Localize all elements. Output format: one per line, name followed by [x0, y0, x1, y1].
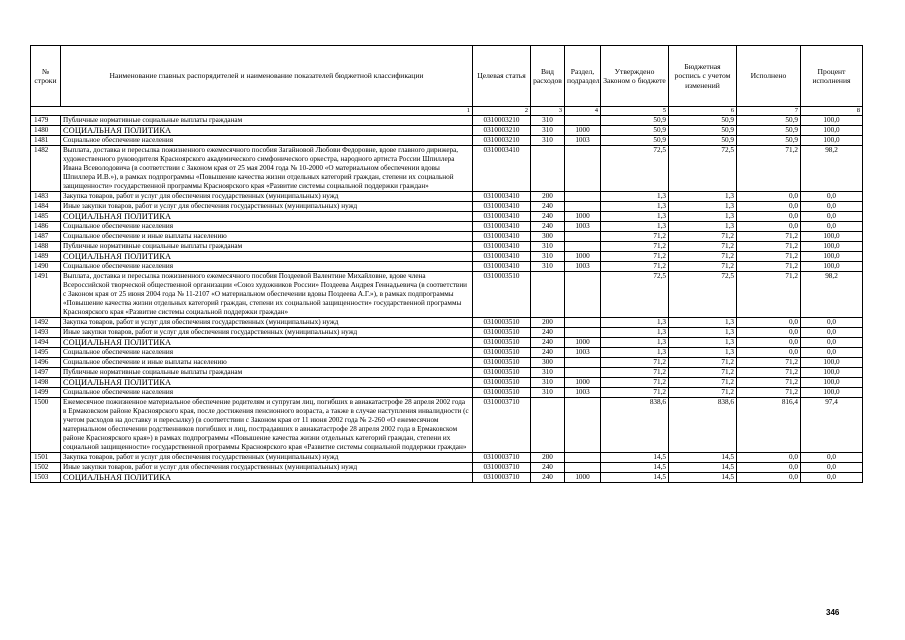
planned-amount: 1,3: [669, 192, 737, 202]
row-name: Иные закупки товаров, работ и услуг для обеспечения государственных (муниципальных) нужд: [61, 463, 473, 473]
execution-percent: 100,0: [801, 368, 863, 378]
executed-amount: 0,0: [737, 328, 801, 338]
section-code: 1003: [565, 222, 601, 232]
table-row: [31, 146, 863, 192]
planned-amount: 71,2: [669, 368, 737, 378]
row-name: Выплата, доставка и пересылка пожизненного ежемесячного пособия Загайновой Любови Федоровне, вдове главного дирижера, художественного руководителя Красноярского академического симфонического оркестра, народного артиста России Шпиллера Ивана Всеволодовича (в соответствии с Законом края от 25 мая 2004 года № 10-2000 «О материальном обеспечении вдовы Шпиллера И.В.»), в рамках подпрограммы «Повышение качества жизни отдельных категорий граждан, степени их социальной защищенности» государственной программы Красноярского края «Развитие системы социальной поддержки граждан»: [61, 146, 473, 192]
approved-amount: 50,9: [601, 136, 669, 146]
header-planned: Бюджетная роспись с учетом изменений: [669, 46, 737, 107]
executed-amount: 71,2: [737, 378, 801, 388]
approved-amount: 71,2: [601, 232, 669, 242]
planned-amount: 50,9: [669, 126, 737, 136]
row-name: Закупка товаров, работ и услуг для обеспечения государственных (муниципальных) нужд: [61, 318, 473, 328]
section-code: [565, 463, 601, 473]
target-item: 0310003410: [473, 192, 531, 202]
approved-amount: 72,5: [601, 146, 669, 192]
line-number: 1491: [31, 272, 61, 318]
approved-amount: 14,5: [601, 453, 669, 463]
line-number: 1482: [31, 146, 61, 192]
executed-amount: 71,2: [737, 232, 801, 242]
approved-amount: 71,2: [601, 242, 669, 252]
section-code: 1000: [565, 212, 601, 222]
line-number: 1495: [31, 348, 61, 358]
line-number: 1493: [31, 328, 61, 338]
row-name: Ежемесячное пожизненное материальное обеспечение родителям и супругам лиц, погибших в авиакатастрофе 28 апреля 2002 года в Ермаковском районе Красноярского края, после достижения пенсионного возраста, а также в случае наступления инвалидности (с учетом расходов на доставку и пересылку) (в соответствии с Законом края от 11 июня 2002 года № 2-260 «О ежемесячном материальном обеспечении родственников погибших и лиц, пострадавших в авиакатастрофе 28 апреля 2002 года в Ермаковском районе Красноярского края») в рамках подпрограммы «Повышение качества жизни отдельных категорий граждан, степени их социальной защищенности» государственной программы Красноярского края «Развитие системы социальной поддержки граждан»: [61, 398, 473, 453]
target-item: 0310003210: [473, 126, 531, 136]
section-code: [565, 232, 601, 242]
line-number: 1503: [31, 473, 61, 483]
approved-amount: 1,3: [601, 348, 669, 358]
approved-amount: 50,9: [601, 126, 669, 136]
executed-amount: 50,9: [737, 136, 801, 146]
expense-type: 240: [531, 328, 565, 338]
row-name: Социальное обеспечение населения: [61, 388, 473, 398]
planned-amount: 72,5: [669, 272, 737, 318]
executed-amount: 71,2: [737, 262, 801, 272]
row-name: Публичные нормативные социальные выплаты гражданам: [61, 242, 473, 252]
column-number: 4: [565, 107, 601, 116]
planned-amount: 14,5: [669, 473, 737, 483]
expense-type: 200: [531, 318, 565, 328]
execution-percent: 0,0: [801, 338, 863, 348]
planned-amount: 71,2: [669, 252, 737, 262]
table-row: [31, 262, 863, 272]
target-item: 0310003410: [473, 222, 531, 232]
header-section: Раздел, подраздел: [565, 46, 601, 107]
table-row: [31, 116, 863, 126]
table-row: [31, 388, 863, 398]
table-row: [31, 212, 863, 222]
line-number: 1498: [31, 378, 61, 388]
table-row: [31, 136, 863, 146]
expense-type: 240: [531, 463, 565, 473]
executed-amount: 0,0: [737, 453, 801, 463]
column-number-row: [31, 107, 863, 116]
table-row: [31, 126, 863, 136]
section-code: [565, 146, 601, 192]
approved-amount: 1,3: [601, 192, 669, 202]
approved-amount: 71,2: [601, 252, 669, 262]
section-code: [565, 318, 601, 328]
expense-type: 200: [531, 192, 565, 202]
section-code: [565, 192, 601, 202]
line-number: 1488: [31, 242, 61, 252]
approved-amount: 1,3: [601, 212, 669, 222]
planned-amount: 71,2: [669, 242, 737, 252]
planned-amount: 50,9: [669, 116, 737, 126]
expense-type: [531, 398, 565, 453]
row-name: СОЦИАЛЬНАЯ ПОЛИТИКА: [61, 473, 473, 483]
execution-percent: 0,0: [801, 212, 863, 222]
target-item: 0310003510: [473, 272, 531, 318]
target-item: 0310003510: [473, 388, 531, 398]
target-item: 0310003410: [473, 232, 531, 242]
execution-percent: 100,0: [801, 136, 863, 146]
table-row: [31, 318, 863, 328]
line-number: 1486: [31, 222, 61, 232]
expense-type: 310: [531, 252, 565, 262]
execution-percent: 100,0: [801, 126, 863, 136]
expense-type: [531, 272, 565, 318]
execution-percent: 0,0: [801, 202, 863, 212]
expense-type: 240: [531, 222, 565, 232]
approved-amount: 50,9: [601, 116, 669, 126]
executed-amount: 71,2: [737, 388, 801, 398]
table-row: [31, 272, 863, 318]
expense-type: 310: [531, 116, 565, 126]
section-code: [565, 242, 601, 252]
expense-type: [531, 146, 565, 192]
planned-amount: 1,3: [669, 328, 737, 338]
executed-amount: 50,9: [737, 116, 801, 126]
planned-amount: 14,5: [669, 463, 737, 473]
line-number: 1484: [31, 202, 61, 212]
planned-amount: 71,2: [669, 378, 737, 388]
planned-amount: 1,3: [669, 348, 737, 358]
expense-type: 310: [531, 378, 565, 388]
table-row: [31, 358, 863, 368]
header-line-number: № строки: [31, 46, 61, 107]
row-name: Социальное обеспечение и иные выплаты населению: [61, 358, 473, 368]
executed-amount: 71,2: [737, 252, 801, 262]
row-name: Выплата, доставка и пересылка пожизненного ежемесячного пособия Поздеевой Валентине Михайловне, вдове члена Всероссийской творческой общественной организации «Союз художников России» Поздеева Андрея Геннадьевича (в соответствии с Законом края от 25 июня 2004 года № 11-2107 «О материальном обеспечении вдовы Поздеева А.Г.»), в рамках подпрограммы «Повышение качества жизни отдельных категорий граждан, степени их социальной защищенности» государственной программы Красноярского края «Развитие системы социальной поддержки граждан»: [61, 272, 473, 318]
approved-amount: 1,3: [601, 318, 669, 328]
table-row: [31, 202, 863, 212]
target-item: 0310003510: [473, 358, 531, 368]
execution-percent: 98,2: [801, 146, 863, 192]
approved-amount: 71,2: [601, 378, 669, 388]
section-code: 1003: [565, 348, 601, 358]
table-body: [31, 116, 863, 483]
section-code: 1003: [565, 388, 601, 398]
table-row: [31, 242, 863, 252]
line-number: 1496: [31, 358, 61, 368]
executed-amount: 0,0: [737, 192, 801, 202]
planned-amount: 1,3: [669, 202, 737, 212]
row-name: СОЦИАЛЬНАЯ ПОЛИТИКА: [61, 252, 473, 262]
table-row: [31, 348, 863, 358]
executed-amount: 0,0: [737, 212, 801, 222]
execution-percent: 0,0: [801, 348, 863, 358]
target-item: 0310003510: [473, 318, 531, 328]
expense-type: 310: [531, 242, 565, 252]
line-number: 1494: [31, 338, 61, 348]
executed-amount: 71,2: [737, 272, 801, 318]
approved-amount: 838,6: [601, 398, 669, 453]
header-percent: Процент исполнения: [801, 46, 863, 107]
target-item: 0310003510: [473, 328, 531, 338]
line-number: 1481: [31, 136, 61, 146]
approved-amount: 71,2: [601, 368, 669, 378]
execution-percent: 100,0: [801, 252, 863, 262]
table-row: [31, 378, 863, 388]
target-item: 0310003410: [473, 252, 531, 262]
execution-percent: 100,0: [801, 116, 863, 126]
section-code: 1000: [565, 252, 601, 262]
line-number: 1489: [31, 252, 61, 262]
target-item: 0310003510: [473, 368, 531, 378]
table-row: [31, 473, 863, 483]
line-number: 1500: [31, 398, 61, 453]
target-item: 0310003410: [473, 212, 531, 222]
expense-type: 240: [531, 348, 565, 358]
section-code: 1003: [565, 262, 601, 272]
table-row: [31, 368, 863, 378]
executed-amount: 71,2: [737, 146, 801, 192]
execution-percent: 100,0: [801, 388, 863, 398]
expense-type: 310: [531, 136, 565, 146]
target-item: 0310003410: [473, 262, 531, 272]
expense-type: 300: [531, 232, 565, 242]
expense-type: 240: [531, 473, 565, 483]
section-code: 1000: [565, 126, 601, 136]
planned-amount: 71,2: [669, 358, 737, 368]
execution-percent: 100,0: [801, 358, 863, 368]
row-name: Социальное обеспечение населения: [61, 262, 473, 272]
approved-amount: 72,5: [601, 272, 669, 318]
section-code: [565, 368, 601, 378]
approved-amount: 1,3: [601, 202, 669, 212]
execution-percent: 100,0: [801, 262, 863, 272]
header-name: Наименование главных распорядителей и наименование показателей бюджетной классификации: [61, 46, 473, 107]
planned-amount: 72,5: [669, 146, 737, 192]
expense-type: 310: [531, 262, 565, 272]
expense-type: 310: [531, 388, 565, 398]
execution-percent: 0,0: [801, 222, 863, 232]
row-name: СОЦИАЛЬНАЯ ПОЛИТИКА: [61, 378, 473, 388]
row-name: Публичные нормативные социальные выплаты гражданам: [61, 116, 473, 126]
row-name: Закупка товаров, работ и услуг для обеспечения государственных (муниципальных) нужд: [61, 453, 473, 463]
line-number: 1502: [31, 463, 61, 473]
header-expense-type: Вид расходов: [531, 46, 565, 107]
budget-report-sheet: [30, 45, 862, 483]
row-name: Социальное обеспечение населения: [61, 222, 473, 232]
line-number: 1492: [31, 318, 61, 328]
table-row: [31, 222, 863, 232]
section-code: [565, 116, 601, 126]
target-item: 0310003410: [473, 242, 531, 252]
executed-amount: 0,0: [737, 338, 801, 348]
section-code: [565, 272, 601, 318]
execution-percent: 0,0: [801, 328, 863, 338]
executed-amount: 0,0: [737, 463, 801, 473]
planned-amount: 14,5: [669, 453, 737, 463]
target-item: 0310003210: [473, 116, 531, 126]
execution-percent: 0,0: [801, 463, 863, 473]
execution-percent: 100,0: [801, 242, 863, 252]
planned-amount: 1,3: [669, 318, 737, 328]
line-number: 1499: [31, 388, 61, 398]
approved-amount: 14,5: [601, 473, 669, 483]
row-name: Закупка товаров, работ и услуг для обеспечения государственных (муниципальных) нужд: [61, 192, 473, 202]
table-row: [31, 192, 863, 202]
expense-type: 200: [531, 453, 565, 463]
table-header-row: [31, 46, 863, 107]
row-name: Иные закупки товаров, работ и услуг для обеспечения государственных (муниципальных) нужд: [61, 202, 473, 212]
expense-type: 240: [531, 202, 565, 212]
row-name: СОЦИАЛЬНАЯ ПОЛИТИКА: [61, 126, 473, 136]
expense-type: 310: [531, 368, 565, 378]
header-approved: Утверждено Законом о бюджете: [601, 46, 669, 107]
header-executed: Исполнено: [737, 46, 801, 107]
row-name: СОЦИАЛЬНАЯ ПОЛИТИКА: [61, 338, 473, 348]
column-number: 8: [801, 107, 863, 116]
planned-amount: 71,2: [669, 262, 737, 272]
approved-amount: 71,2: [601, 388, 669, 398]
expense-type: 310: [531, 126, 565, 136]
planned-amount: 838,6: [669, 398, 737, 453]
section-code: [565, 453, 601, 463]
section-code: 1000: [565, 378, 601, 388]
expense-type: 300: [531, 358, 565, 368]
target-item: 0310003510: [473, 338, 531, 348]
section-code: [565, 358, 601, 368]
target-item: 0310003410: [473, 146, 531, 192]
section-code: 1000: [565, 473, 601, 483]
execution-percent: 0,0: [801, 192, 863, 202]
target-item: 0310003510: [473, 378, 531, 388]
planned-amount: 50,9: [669, 136, 737, 146]
approved-amount: 1,3: [601, 338, 669, 348]
planned-amount: 71,2: [669, 388, 737, 398]
row-name: Социальное обеспечение населения: [61, 348, 473, 358]
table-row: [31, 328, 863, 338]
table-row: [31, 252, 863, 262]
execution-percent: 0,0: [801, 453, 863, 463]
executed-amount: 71,2: [737, 368, 801, 378]
planned-amount: 1,3: [669, 338, 737, 348]
executed-amount: 0,0: [737, 348, 801, 358]
column-number: 5: [601, 107, 669, 116]
table-row: [31, 338, 863, 348]
execution-percent: 98,2: [801, 272, 863, 318]
column-number: 6: [669, 107, 737, 116]
executed-amount: 816,4: [737, 398, 801, 453]
planned-amount: 1,3: [669, 212, 737, 222]
page-number: 346: [826, 608, 840, 617]
execution-percent: 0,0: [801, 318, 863, 328]
line-number: 1487: [31, 232, 61, 242]
table-row: [31, 463, 863, 473]
column-number: 1: [31, 107, 473, 116]
table-row: [31, 232, 863, 242]
table-row: [31, 453, 863, 463]
section-code: [565, 398, 601, 453]
line-number: 1485: [31, 212, 61, 222]
execution-percent: 97,4: [801, 398, 863, 453]
section-code: 1003: [565, 136, 601, 146]
target-item: 0310003410: [473, 202, 531, 212]
budget-execution-table: [30, 45, 863, 483]
line-number: 1501: [31, 453, 61, 463]
planned-amount: 71,2: [669, 232, 737, 242]
executed-amount: 71,2: [737, 358, 801, 368]
execution-percent: 0,0: [801, 473, 863, 483]
executed-amount: 50,9: [737, 126, 801, 136]
table-row: [31, 398, 863, 453]
target-item: 0310003710: [473, 398, 531, 453]
executed-amount: 0,0: [737, 202, 801, 212]
target-item: 0310003710: [473, 473, 531, 483]
line-number: 1483: [31, 192, 61, 202]
expense-type: 240: [531, 338, 565, 348]
target-item: 0310003710: [473, 453, 531, 463]
row-name: Социальное обеспечение и иные выплаты населению: [61, 232, 473, 242]
executed-amount: 0,0: [737, 318, 801, 328]
row-name: Публичные нормативные социальные выплаты гражданам: [61, 368, 473, 378]
row-name: Социальное обеспечение населения: [61, 136, 473, 146]
executed-amount: 71,2: [737, 242, 801, 252]
execution-percent: 100,0: [801, 232, 863, 242]
row-name: Иные закупки товаров, работ и услуг для обеспечения государственных (муниципальных) нужд: [61, 328, 473, 338]
executed-amount: 0,0: [737, 222, 801, 232]
target-item: 0310003510: [473, 348, 531, 358]
target-item: 0310003210: [473, 136, 531, 146]
approved-amount: 1,3: [601, 222, 669, 232]
row-name: СОЦИАЛЬНАЯ ПОЛИТИКА: [61, 212, 473, 222]
approved-amount: 71,2: [601, 358, 669, 368]
header-target-item: Целевая статья: [473, 46, 531, 107]
executed-amount: 0,0: [737, 473, 801, 483]
column-number: 2: [473, 107, 531, 116]
section-code: 1000: [565, 338, 601, 348]
line-number: 1497: [31, 368, 61, 378]
planned-amount: 1,3: [669, 222, 737, 232]
section-code: [565, 202, 601, 212]
section-code: [565, 328, 601, 338]
execution-percent: 100,0: [801, 378, 863, 388]
approved-amount: 14,5: [601, 463, 669, 473]
line-number: 1490: [31, 262, 61, 272]
approved-amount: 71,2: [601, 262, 669, 272]
expense-type: 240: [531, 212, 565, 222]
line-number: 1480: [31, 126, 61, 136]
target-item: 0310003710: [473, 463, 531, 473]
line-number: 1479: [31, 116, 61, 126]
approved-amount: 1,3: [601, 328, 669, 338]
column-number: 3: [531, 107, 565, 116]
column-number: 7: [737, 107, 801, 116]
